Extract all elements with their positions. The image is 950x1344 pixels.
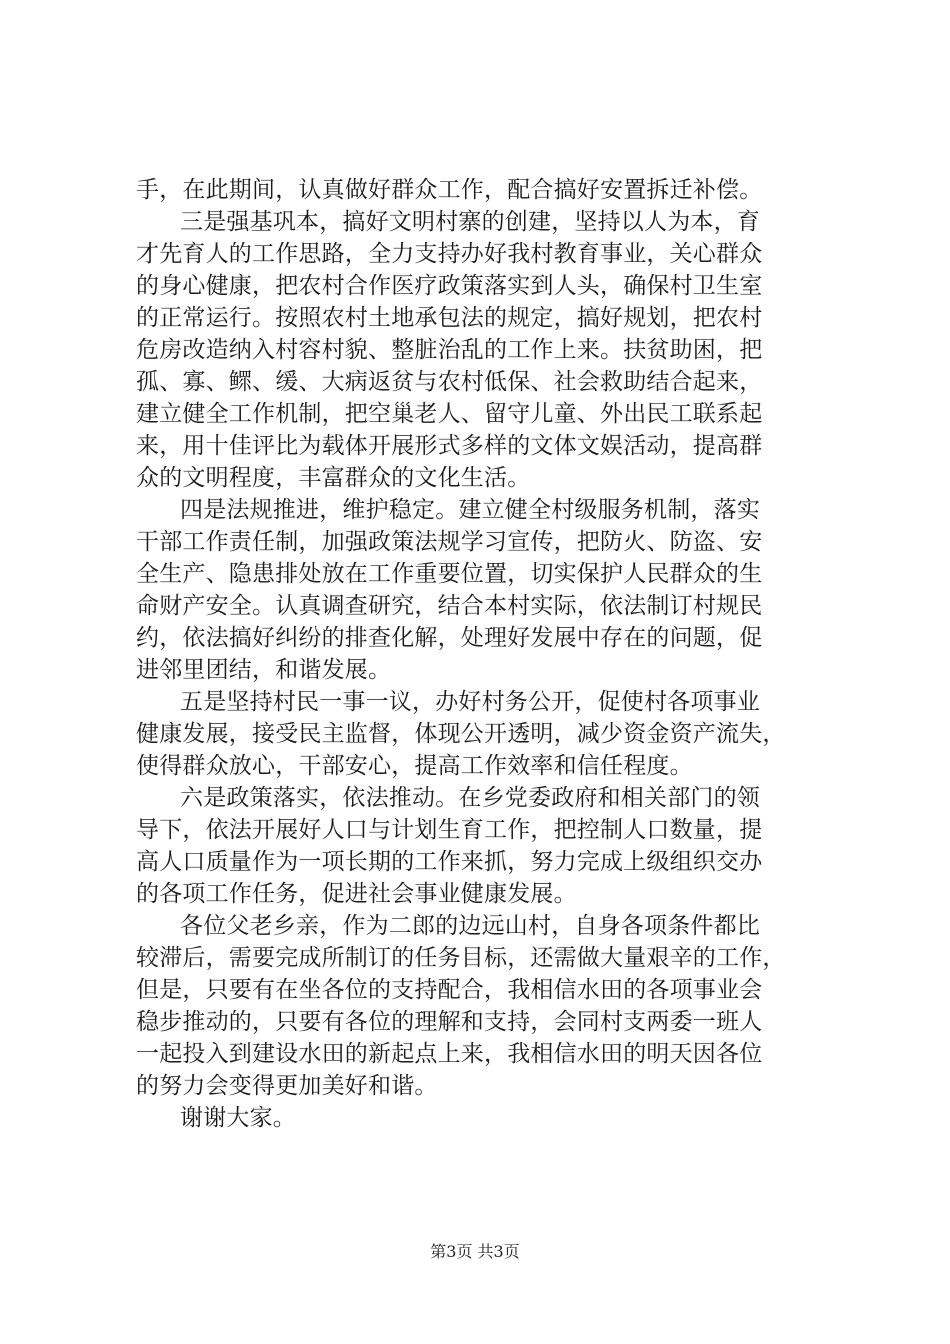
text-line: 的身心健康，把农村合作医疗政策落实到人头，确保村卫生室 xyxy=(136,273,763,299)
text-line: 谢谢大家。 xyxy=(180,1105,296,1131)
text-line: 导下，依法开展好人口与计划生育工作，把控制人口数量，提 xyxy=(136,817,763,843)
text-line: 建立健全工作机制，把空巢老人、留守儿童、外出民工联系起 xyxy=(136,401,763,427)
page-number-footer: 第3页 共3页 xyxy=(430,1242,520,1261)
text-line: 危房改造纳入村容村貌、整脏治乱的工作上来。扶贫助困，把 xyxy=(136,337,763,363)
text-line: 稳步推动的，只要有各位的理解和支持，会同村支两委一班人 xyxy=(136,1009,763,1035)
text-line: 众的文明程度，丰富群众的文化生活。 xyxy=(136,465,531,491)
text-line: 五是坚持村民一事一议，办好村务公开，促使村各项事业 xyxy=(180,689,760,715)
text-line: 使得群众放心，干部安心，提高工作效率和信任程度。 xyxy=(136,753,693,779)
text-line: 但是，只要有在坐各位的支持配合，我相信水田的各项事业会 xyxy=(136,977,763,1003)
text-line: 较滞后，需要完成所制订的任务目标，还需做大量艰辛的工作， xyxy=(136,945,786,971)
text-line: 的各项工作任务，促进社会事业健康发展。 xyxy=(136,881,577,907)
text-line: 命财产安全。认真调查研究，结合本村实际，依法制订村规民 xyxy=(136,593,763,619)
text-line: 才先育人的工作思路，全力支持办好我村教育事业，关心群众 xyxy=(136,241,763,267)
text-line: 干部工作责任制，加强政策法规学习宣传，把防火、防盗、安 xyxy=(136,529,763,555)
text-line: 三是强基巩本，搞好文明村寨的创建，坚持以人为本，育 xyxy=(180,209,760,235)
text-line: 各位父老乡亲，作为二郎的边远山村，自身各项条件都比 xyxy=(180,913,760,939)
text-line: 进邻里团结，和谐发展。 xyxy=(136,657,392,683)
text-line: 孤、寡、鳏、缓、大病返贫与农村低保、社会救助结合起来， xyxy=(136,369,763,395)
text-line: 全生产、隐患排处放在工作重要位置，切实保护人民群众的生 xyxy=(136,561,763,587)
text-line: 健康发展，接受民主监督，体现公开透明，减少资金资产流失， xyxy=(136,721,786,747)
text-line: 的努力会变得更加美好和谐。 xyxy=(136,1073,438,1099)
text-line: 一起投入到建设水田的新起点上来，我相信水田的明天因各位 xyxy=(136,1041,763,1067)
text-line: 的正常运行。按照农村土地承包法的规定，搞好规划，把农村 xyxy=(136,305,763,331)
text-line: 来，用十佳评比为载体开展形式多样的文体文娱活动，提高群 xyxy=(136,433,763,459)
text-line: 六是政策落实，依法推动。在乡党委政府和相关部门的领 xyxy=(180,785,760,811)
text-line: 高人口质量作为一项长期的工作来抓，努力完成上级组织交办 xyxy=(136,849,763,875)
text-line: 约，依法搞好纠纷的排查化解，处理好发展中存在的问题，促 xyxy=(136,625,763,651)
text-line: 手，在此期间，认真做好群众工作，配合搞好安置拆迁补偿。 xyxy=(136,177,763,203)
text-line: 四是法规推进，维护稳定。建立健全村级服务机制，落实 xyxy=(180,497,760,523)
